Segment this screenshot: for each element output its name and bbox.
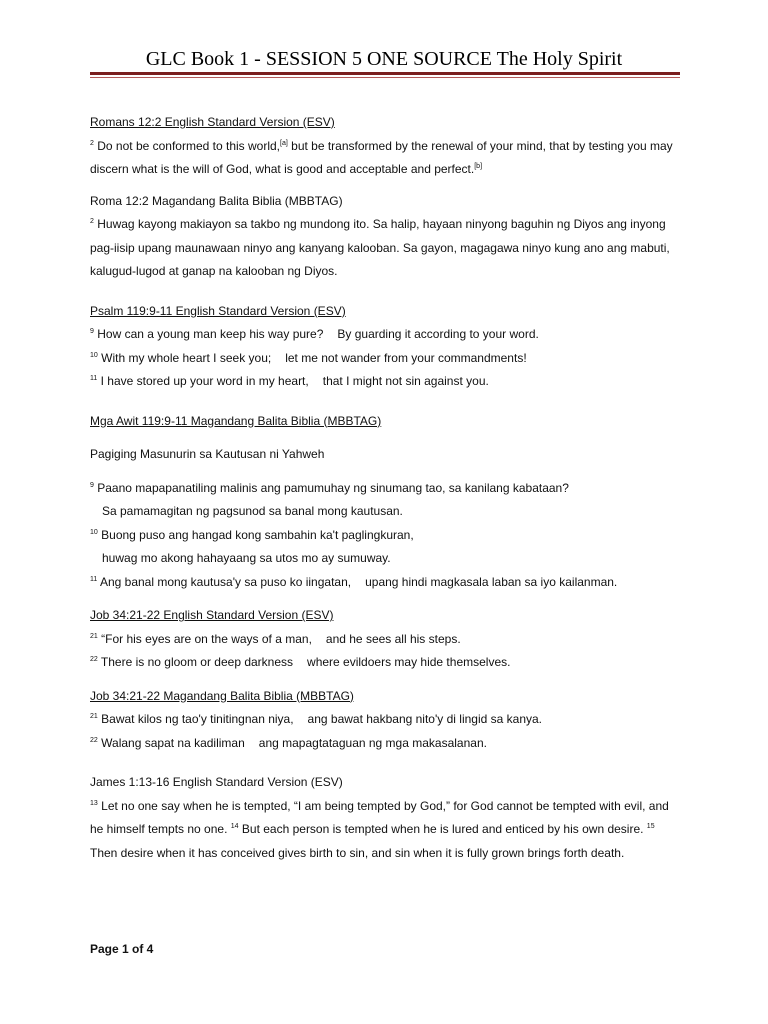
verse-romans-esv (90, 135, 680, 182)
section-heading-psalm-esv: Psalm 119:9-11 English Standard Version (ESV) (90, 303, 346, 318)
verse-line (90, 323, 680, 347)
footnote-marker[interactable]: [a] (280, 139, 288, 147)
verse-number: 10 (90, 351, 98, 359)
verse-line (90, 651, 680, 675)
verse-line (90, 708, 680, 732)
verse-number: 2 (90, 139, 94, 147)
verse-line-continuation: Sa pamamagitan ng pagsunod sa banal mong kautusan. (102, 504, 403, 518)
verse-number: 21 (90, 632, 98, 640)
page-number: Page 1 of 4 (90, 942, 154, 956)
verse-number: 2 (90, 218, 94, 225)
verse-number: 9 (90, 481, 94, 489)
verse-line (90, 571, 680, 595)
verse-line (90, 628, 680, 652)
verse-text: and he sees all his steps. (325, 631, 461, 646)
verse-text: Bawat kilos ng tao'y tinitingnan niya, (101, 712, 294, 726)
verse-line (90, 524, 680, 548)
verse-number: 15 (646, 823, 655, 830)
footnote-marker[interactable]: [b] (474, 163, 483, 170)
verse-text: Then desire when it has conceived gives birth to sin, and sin when it is fully grown brings forth death. (90, 845, 625, 860)
section-heading-roma-mbb: Roma 12:2 Magandang Balita Biblia (MBBTAG) (90, 193, 343, 208)
verse-text: where evildoers may hide themselves. (307, 655, 511, 669)
verse-text: There is no gloom or deep darkness (100, 655, 294, 669)
verse-number: 14 (230, 823, 239, 830)
verse-number: 21 (90, 713, 98, 720)
verse-roma-mbb (90, 213, 680, 284)
verse-text: upang hindi magkasala laban sa iyo kailanman. (365, 574, 618, 589)
verse-number: 11 (90, 375, 98, 382)
header-rule (90, 72, 680, 75)
verse-text: Do not be conformed to this world, (97, 138, 281, 153)
verse-text: Huwag kayong makiayon sa takbo ng mundong ito. Sa halip, hayaan ninyong baguhin ng Diyos ang inyong pag-iisip upang maunawaan ninyo ang kanyang kalooban. Sa gayon, magagawa ninyo kung ano ang mabuti, kalugud-lugod at ganap na kalooban ng Diyos. (90, 217, 670, 278)
verse-number: 22 (90, 736, 98, 744)
verse-text: “For his eyes are on the ways of a man, (101, 631, 312, 646)
section-heading-romans-esv: Romans 12:2 English Standard Version (ESV) (90, 115, 335, 129)
verse-line (90, 477, 680, 501)
verse-line-continuation: huwag mo akong hahayaang sa utos mo ay sumuway. (102, 551, 391, 565)
verse-text: But each person is tempted when he is lured and enticed by his own desire. (241, 822, 647, 836)
verse-text: ang bawat hakbang nito'y di lingid sa kanya. (307, 712, 542, 726)
page-title: GLC Book 1 - SESSION 5 ONE SOURCE The Holy Spirit (145, 48, 623, 70)
verse-text: Walang sapat na kadiliman (101, 735, 245, 750)
verse-line (90, 732, 680, 756)
verse-line (90, 370, 680, 394)
verse-number: 13 (90, 799, 98, 807)
section-heading-awit-mbb: Mga Awit 119:9-11 Magandang Balita Biblia (MBBTAG) (90, 413, 382, 428)
verse-line (90, 347, 680, 371)
verse-text: Ang banal mong kautusa'y sa puso ko iingatan, (99, 574, 352, 589)
verse-text: I have stored up your word in my heart, (100, 374, 309, 388)
header-rule-thin (90, 77, 680, 78)
document-body (90, 111, 680, 865)
verse-text: Buong puso ang hangad kong sambahin ka't paglingkuran, (101, 527, 414, 542)
verse-text: With my whole heart I seek you; (101, 350, 272, 365)
section-heading-job-mbb: Job 34:21-22 Magandang Balita Biblia (MBBTAG) (90, 688, 354, 703)
verse-number: 9 (90, 328, 94, 335)
verse-number: 22 (90, 656, 98, 663)
verse-text: Paano mapapanatiling malinis ang pamumuhay ng sinumang tao, sa kanilang kabataan? (97, 480, 569, 495)
verse-text: that I might not sin against you. (322, 374, 489, 388)
section-heading-job-esv: Job 34:21-22 English Standard Version (ESV) (90, 608, 334, 622)
section-heading-james-esv: James 1:13-16 English Standard Version (ESV) (90, 775, 343, 789)
verse-text: ang mapagtataguan ng mga makasalanan. (258, 735, 487, 750)
verse-text: let me not wander from your commandments! (285, 350, 527, 365)
verse-text: How can a young man keep his way pure? (97, 327, 324, 341)
verse-james-esv (90, 795, 680, 866)
verse-text: but be transformed by the renewal of your mind, that by testing you may discern what is the will of God, what is good and acceptable and perfect. (90, 138, 673, 176)
verse-text: By guarding it according to your word. (337, 327, 539, 341)
verse-number: 10 (90, 528, 98, 536)
verse-text: Let no one say when he is tempted, “I am being tempted by God,” for God cannot be tempted with evil, and he himself tempts no one. (90, 798, 669, 836)
verse-number: 11 (90, 575, 98, 583)
section-subtitle: Pagiging Masunurin sa Kautusan ni Yahweh (90, 447, 325, 461)
